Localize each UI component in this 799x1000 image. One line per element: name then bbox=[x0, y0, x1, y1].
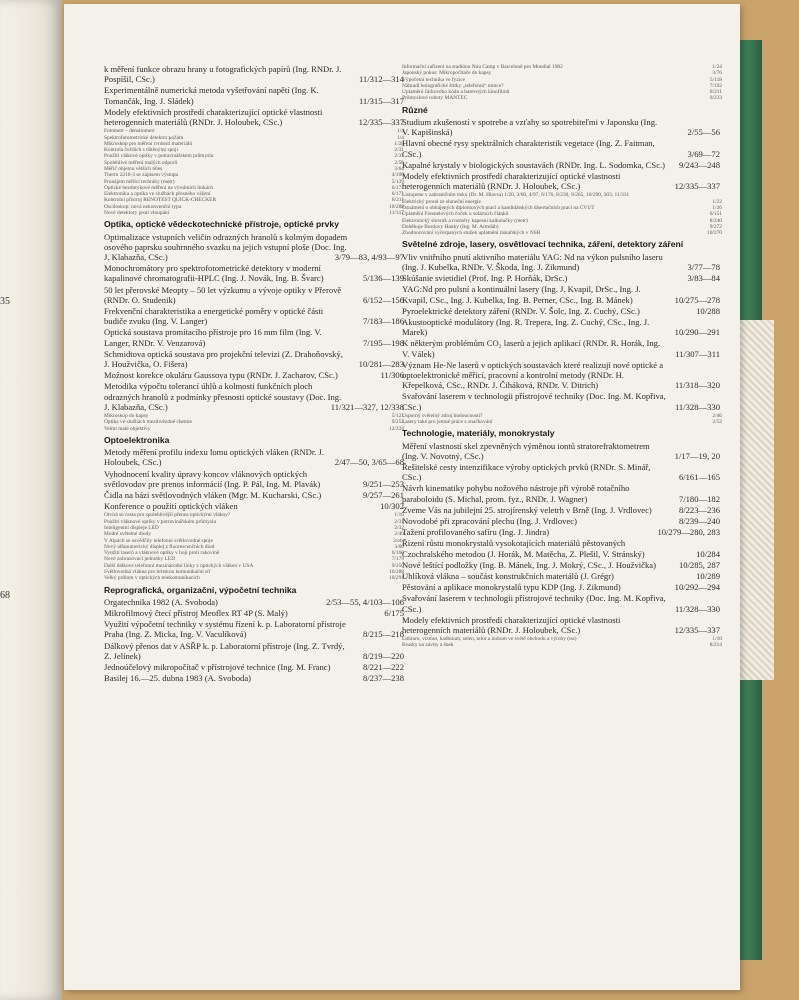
entry-pages: 2/55—56 bbox=[687, 127, 720, 138]
entry-title: Inteligentní displeje LED bbox=[104, 524, 159, 531]
entry-pages: 2/56 bbox=[394, 159, 404, 166]
index-entry bbox=[104, 608, 404, 618]
entry-title: 50 let přerovské Meopty – 50 let výzkumu a vývoje optiky v Přerově (RNDr. O. Studenik) bbox=[104, 284, 342, 305]
entry-pages: 6/175 bbox=[384, 608, 404, 619]
entry-title: Návrh kinematiky pohybu nožového nástroje při výrobě rotačního paraboloidu (S. Michal, prom. fyz., RNDr. J. Wagner) bbox=[402, 483, 630, 504]
entry-title: Doběhuje Burdovy Hanky (Ing. M. Armdáb) bbox=[402, 223, 499, 230]
index-entry bbox=[402, 138, 722, 158]
section-heading: Optika, optické vědeckotechnické přístroje, optické prvky bbox=[104, 219, 339, 230]
entry-pages: 2/31 bbox=[394, 153, 404, 160]
entry-title: Použití vlákové optiky v potravinářském průmyslu bbox=[104, 153, 214, 160]
index-entry bbox=[402, 505, 722, 515]
index-entry bbox=[104, 597, 404, 607]
entry-title: Čidla na bázi světlovodných vláken (Mgr. M. Kucharski, CSc.) bbox=[104, 489, 322, 500]
index-entry bbox=[104, 263, 404, 283]
entry-title: Modely efektivních prostředí charakterizující optické vlastnosti heterogenních materiálů (RNDr. J. Holoubek, CSc.) bbox=[104, 106, 323, 128]
entry-title: Možnost korekce okuláru Gaussova typu (RNDr. J. Zacharov, CSc.) bbox=[104, 370, 338, 381]
entry-pages: 10/289 bbox=[696, 570, 720, 581]
entry-title: Kontrola čočdich s tištěnými spoji bbox=[104, 147, 178, 154]
index-entry bbox=[104, 64, 404, 84]
index-entry bbox=[402, 516, 722, 526]
entry-pages: 7/180—182 bbox=[678, 493, 720, 504]
entry-pages: 5/139 bbox=[391, 178, 404, 185]
index-entry bbox=[402, 571, 722, 581]
entry-title: Hlavní obecné rysy spektrálních charakteristik vegetace (Ing. Z. Faitman, CSc.) bbox=[402, 138, 655, 159]
entry-pages: 9/233 bbox=[709, 95, 722, 102]
entry-title: Mikroskop do kapsy bbox=[104, 413, 149, 420]
entry-pages: 6/171 bbox=[391, 184, 404, 191]
entry-title: Japonský pokus: Mikropočítače do kapsy bbox=[402, 70, 492, 77]
entry-title: Využití laserů a vláknové optiky v boji proti rakovině bbox=[104, 550, 220, 557]
entry-pages: 1/17—19, 20 bbox=[674, 450, 720, 461]
entry-pages: 9/251—253 bbox=[362, 478, 404, 489]
index-entry bbox=[402, 441, 722, 461]
index-entry bbox=[104, 490, 404, 500]
entry-pages: 10/288 bbox=[389, 569, 404, 576]
index-entry bbox=[104, 381, 404, 412]
entry-pages: 10/302 bbox=[380, 501, 404, 512]
entry-pages: 3/76 bbox=[712, 70, 722, 77]
entry-pages: 8/211 bbox=[709, 89, 722, 96]
entry-title: Kontrolní přístroj RENOTEST QUICK-CHECKER bbox=[104, 197, 217, 204]
entry-title: Mikroskop pro měření tvrdosti materiálů bbox=[104, 140, 193, 147]
entry-title: Náhradí holografické štítky „telefonní“ mince? bbox=[402, 82, 504, 89]
entry-pages: 1/16 bbox=[394, 512, 404, 519]
entry-pages: 1/28 bbox=[394, 140, 404, 147]
entry-title: Nový alfanumerický displej z fluorescenčních diod bbox=[104, 543, 215, 550]
entry-title: Elektrický proud ze sluneční energie bbox=[402, 198, 481, 205]
entry-pages: 10/291 bbox=[389, 575, 404, 582]
entry-title: Řešitelské cesty intenzifikace výroby optických prvků (RNDr. S. Minář, CSc.) bbox=[402, 461, 651, 483]
entry-pages: 8/239—240 bbox=[678, 515, 720, 526]
entry-title: Vyhodnocení kvality úpravy koncov vláknových optických světlovodov pre prenos informácií (Ing. P. Pál, Ing. M. Plavák) bbox=[104, 468, 321, 489]
entry-pages: 5/136—139 bbox=[362, 273, 404, 284]
entry-title: Nové zobrazovací jednotky LED bbox=[104, 556, 176, 563]
entry-pages: 12/335—337 bbox=[674, 181, 720, 192]
index-entry bbox=[402, 391, 722, 411]
entry-title: Mikrofilmový čtecí přístroj Meoflex RT 4P (S. Malý) bbox=[104, 608, 288, 619]
entry-pages: 2/53—55, 4/103—106 bbox=[326, 596, 404, 607]
entry-pages: 9/243—248 bbox=[678, 159, 720, 170]
entry-pages: 3/77—78 bbox=[687, 261, 720, 272]
entry-pages: 3/69—72 bbox=[687, 148, 720, 159]
index-entry bbox=[402, 538, 722, 558]
entry-title: Svařování laserem v technologii přístrojové techniky (Doc. Ing. M. Kopřiva, CSc.) bbox=[402, 391, 666, 412]
index-entry bbox=[402, 171, 722, 191]
entry-title: Metody měření profilu indexu lomu optických vláken (RNDr. J. Holoubek, CSc.) bbox=[104, 447, 325, 468]
entry-title: Orgatechnika 1982 (A. Svoboda) bbox=[104, 596, 218, 607]
margin-number: 68 bbox=[0, 590, 10, 601]
section-heading: Světelné zdroje, lasery, osvětlovací technika, záření, detektory záření bbox=[402, 239, 684, 250]
index-entry bbox=[402, 615, 722, 635]
entry-title: Otvírá se cesta pro spolehlivější přenos optickými vlákny? bbox=[104, 512, 231, 519]
entry-title: Modely efektivních prostředí charakterizující optické vlastnosti heterogenních materiálů (RNDr. J. Holoubek, CSc.) bbox=[402, 171, 621, 192]
entry-pages: 10/284 bbox=[696, 548, 720, 559]
entry-pages: 10/285, 287 bbox=[678, 559, 720, 570]
entry-title: Vliv vnitřního pnutí aktivního materiálu YAG: Nd na výkon pulsního laseru (Ing. J. Kubelka, RNDr. V. Škoda, Ing. J. Zikmund) bbox=[402, 251, 663, 272]
entry-pages: 3/83—84 bbox=[687, 273, 720, 284]
entry-pages: 11/328—330 bbox=[674, 401, 720, 412]
entry-pages: 1/22 bbox=[712, 198, 722, 205]
index-entry bbox=[104, 469, 404, 489]
entry-pages: 3/60 bbox=[394, 543, 404, 550]
entry-pages: 5/121 bbox=[391, 413, 404, 420]
entry-pages: 11/315—317 bbox=[358, 95, 404, 106]
entry-pages: 11/321—327, 12/338 bbox=[330, 401, 404, 412]
entry-title: Dálkový přenos dat v ASŘP k. p. Laboratorní přístroje (Ing. Z. Tvrdý, Z. Jelínek) bbox=[104, 640, 345, 661]
entry-title: Použití vláknové optiky v potravinářském průmyslu bbox=[104, 518, 217, 525]
entry-pages: 2/31 bbox=[394, 147, 404, 154]
entry-pages: 12/335—337 bbox=[358, 117, 404, 128]
entry-pages: 1/4 bbox=[397, 134, 404, 141]
index-note bbox=[104, 210, 404, 216]
entry-title: Basilej 16.—25. dubna 1983 (A. Svoboda) bbox=[104, 673, 252, 684]
entry-pages: 10/281—283 bbox=[358, 359, 404, 370]
entry-title: Akustooptické modulátory (Ing. R. Trepera, Ing. Z. Cuchý, CSc., Ing. J. Marek) bbox=[402, 316, 650, 338]
entry-pages: 10/270 bbox=[707, 230, 722, 237]
index-entry bbox=[402, 593, 722, 613]
entry-title: Spektrofotometrické detektor požáru bbox=[104, 134, 184, 141]
entry-title: Průmyslové roboty MANTEC bbox=[402, 95, 468, 102]
index-entry bbox=[402, 560, 722, 570]
entry-title: Metodika výpočtu tolerancí úhlů a kolmosti funkčních ploch odrazných hranolů z podmínky přesnosti optické soustavy (Doc. Ing. J. Klabazňa, CSc.) bbox=[104, 381, 342, 412]
entry-pages: 1/4 bbox=[397, 128, 404, 135]
entry-title: Uhlíková vlákna – součást konstrukčních materiálů (J. Grégr) bbox=[402, 570, 614, 581]
entry-pages: 1/24 bbox=[712, 64, 722, 70]
entry-pages: 8/211 bbox=[391, 197, 404, 204]
entry-pages: 6/171 bbox=[391, 191, 404, 198]
entry-pages: 10/279—280, 283 bbox=[657, 527, 720, 538]
entry-title: Úsporný světelný zdroj budoucnosti? bbox=[402, 412, 483, 419]
entry-title: Tažení profilovaného safíru (Ing. J. Jindra) bbox=[402, 527, 550, 538]
entry-pages: 8/214 bbox=[709, 642, 722, 649]
entry-title: Měření vlastností skel zpevněných výměnou iontů stratorefraktometrem (Ing. V. Novotný, CSc.) bbox=[402, 440, 650, 461]
entry-title: Brusky na závity a šnek bbox=[402, 642, 454, 649]
section-heading: Reprografická, organizační, výpočetní technika bbox=[104, 584, 297, 595]
entry-pages: 3/79—83, 4/93—97 bbox=[334, 251, 404, 262]
section-heading: Různé bbox=[402, 104, 428, 115]
margin-number: 35 bbox=[0, 296, 10, 307]
entry-title: Informační zařízení na stadiónu Nou Camp v Barceloně pro Mundial 1982 bbox=[402, 64, 563, 70]
entry-pages: 11/317 bbox=[389, 210, 404, 217]
entry-pages: 1/26 bbox=[712, 205, 722, 211]
facing-page-edge bbox=[0, 0, 62, 1000]
index-entry bbox=[402, 360, 722, 391]
entry-pages: 2/52 bbox=[712, 419, 722, 426]
entry-pages: 4/106 bbox=[391, 172, 404, 179]
entry-pages: 7/192 bbox=[709, 82, 722, 89]
entry-title: Měřič objemu větších těles bbox=[104, 166, 163, 172]
entry-pages: 6/152—156 bbox=[362, 294, 404, 305]
index-entry bbox=[402, 160, 722, 170]
entry-title: Elektronika a optika ve službách přesného vážení bbox=[104, 191, 211, 198]
entry-title: Další dálkové telefonní mezinárodní linky z optických vláken v USA bbox=[104, 562, 254, 569]
entry-pages: 7/195—198 bbox=[362, 337, 404, 348]
entry-title: Světlovodná vlákna pro britskou komunikační síť bbox=[104, 569, 211, 576]
entry-pages: 11/307—311 bbox=[675, 348, 720, 359]
entry-title: Nové detektory proti vloupání bbox=[104, 210, 170, 217]
entry-title: K některým problémům CO₂ laserů a jejich aplikací (RNDr. R. Horák, Ing. V. Válek) bbox=[402, 338, 661, 359]
entry-pages: 6/161—165 bbox=[678, 472, 720, 483]
entry-pages: 10/292—294 bbox=[674, 582, 720, 593]
entry-title: Využití výpočetní techniky v systému řízení k. p. Laboratorní přístroje Praha (Ing. Z. Micka, Ing. V. Vaculíková) bbox=[104, 619, 346, 640]
index-entry bbox=[402, 284, 722, 304]
index-entry bbox=[104, 673, 404, 683]
entry-pages: 12/334 bbox=[389, 425, 404, 432]
index-entry bbox=[402, 582, 722, 592]
entry-pages: 2/32 bbox=[394, 524, 404, 531]
entry-title: Elektronický slovník a rozměry kapesní kalkulačky (metr) bbox=[402, 217, 528, 224]
entry-title: Zveme Vás na jubilejní 25. strojírenský veletrh v Brně (Ing. J. Vrdlovec) bbox=[402, 504, 652, 515]
entry-pages: 8/219—220 bbox=[362, 650, 404, 661]
index-entry bbox=[104, 619, 404, 639]
entry-pages: 2/47—50, 3/65—68 bbox=[334, 457, 404, 468]
index-entry bbox=[104, 641, 404, 661]
entry-title: YAG:Nd pro pulsní a kontinuální lasery (Ing. J. Kvapil, DrSc., Ing. J. Kvapil, CSc., Ing. J. Kubelka, Ing. B. Perner, CSc., Ing. B. Mánek) bbox=[402, 284, 641, 305]
entry-pages: 7/179 bbox=[391, 556, 404, 563]
entry-title: Lithium, vizmut, kadmium, selen, telur a indium ve světě obchodu a výroby (tss) bbox=[402, 636, 577, 643]
index-note bbox=[402, 95, 722, 101]
entry-title: Kapalné krystaly v biologických soustavách (RNDr. Ing. L. Sodomka, CSc.) bbox=[402, 159, 666, 170]
entry-title: Řízení růstu monokrystalů vysokotajících materiálů pěstovaných Czochralského metodou (J. Horák, M. Matěcha, Z. Plešil, V. Stránský) bbox=[402, 538, 645, 559]
index-note bbox=[402, 230, 722, 236]
index-entry bbox=[104, 662, 404, 672]
right-column bbox=[402, 64, 722, 649]
entry-pages: 10/290—291 bbox=[674, 327, 720, 338]
entry-pages: 5/118 bbox=[709, 76, 722, 83]
entry-title: Uplatnění Fresnelových čoček u solárních článků bbox=[402, 211, 509, 218]
entry-title: Therm 2210-3 se zápisem výstupu bbox=[104, 172, 179, 179]
entry-pages: 2/ob. bbox=[393, 537, 404, 544]
entry-title: V Alpách se osvědčily telefonní světlovodné spoje bbox=[104, 537, 213, 544]
index-entry bbox=[104, 85, 404, 105]
entry-pages: 8/240 bbox=[709, 217, 722, 224]
entry-title: Pěstování a aplikace monokrystalů typu KDP (Ing. J. Zikmund) bbox=[402, 582, 621, 593]
index-entry bbox=[104, 349, 404, 369]
entry-pages: 9/257—261 bbox=[362, 489, 404, 500]
entry-title: Optimalizace vstupních veličin odrazných hranolů s kolmým dopadem osového paprsku souhrnného svazku na jejich vstupní ploše (Doc. Ing. J. Klabazňa, CSc.) bbox=[104, 231, 348, 262]
entry-title: Nové leštící podložky (Ing. B. Mánek, Ing. J. Mokrý, CSc., J. Houžvička) bbox=[402, 559, 656, 570]
entry-title: Monochromátory pro spektrofotometrické detektory v moderní kapalinové chromatografii-HPLC (Ing. J. Novák, Ing. B. Švarc) bbox=[104, 263, 324, 284]
entry-title: Výpočetní technika ve fyzice bbox=[402, 76, 466, 83]
entry-title: Pyroelektrické detektory záření (RNDr. V. Šolc, Ing. Z. Cuchý, CSc.) bbox=[402, 305, 640, 316]
entry-pages: 3/64 bbox=[394, 166, 404, 172]
entry-pages: 2/46 bbox=[712, 412, 722, 419]
entry-pages: 8/223—236 bbox=[678, 504, 720, 515]
entry-pages: 11/306 bbox=[380, 370, 404, 381]
entry-pages: 2/40 bbox=[394, 531, 404, 538]
index-page bbox=[64, 4, 740, 990]
entry-pages: 2/31 bbox=[394, 518, 404, 525]
entry-title: Optické bezdotykové měření na výrobních linkách bbox=[104, 184, 214, 191]
entry-pages: 6/151 bbox=[709, 211, 722, 218]
index-note bbox=[104, 575, 404, 581]
index-entry bbox=[402, 317, 722, 337]
entry-pages: 11/312—314 bbox=[358, 74, 404, 85]
entry-title: Frekvenční charakteristika a energetické poměry v optické části budiče zvuku (Ing. V. Langer) bbox=[104, 306, 324, 327]
index-entry bbox=[104, 232, 404, 263]
index-entry bbox=[104, 501, 404, 511]
entry-title: Modré světelné diody bbox=[104, 531, 152, 538]
entry-title: Uplatnění čárkového kódu a barevných kinofilmů bbox=[402, 89, 510, 96]
entry-pages: 10/288 bbox=[696, 305, 720, 316]
entry-pages: 12/335—337 bbox=[674, 624, 720, 635]
entry-title: Spolehlivé měření malých odporů bbox=[104, 159, 178, 166]
entry-title: Oznámení o obhájených diplomových prací a kandidátských disertačních prací na ČVUT bbox=[402, 205, 595, 211]
entry-pages: 11/318—320 bbox=[674, 380, 720, 391]
index-entry bbox=[104, 306, 404, 326]
entry-title: k měření funkce obrazu hrany u fotografických papírů (Ing. RNDr. J. Pospíšil, CSc.) bbox=[104, 64, 342, 85]
entry-pages: 10/275—278 bbox=[674, 294, 720, 305]
index-entry bbox=[104, 370, 404, 380]
entry-pages: 10/288 bbox=[389, 203, 404, 210]
index-entry bbox=[402, 527, 722, 537]
index-entry bbox=[104, 447, 404, 467]
entry-title: Osciloskop: nová nekonvenční typu bbox=[104, 203, 182, 210]
entry-pages: 8/237—238 bbox=[362, 673, 404, 684]
entry-title: Význam He-Ne laserů v optických soustavách které realizují nové optické a optoelektronické měřicí, pracovní a kontrolní metody (RNDr. H. Křepelková, CSc., RNDr. J. Čiháková, RNDr. V. Ditrich) bbox=[402, 359, 664, 391]
entry-title: Novodobé při zpracování plechu (Ing. J. Vrdlovec) bbox=[402, 515, 577, 526]
entry-title: Velmi malé objektivy bbox=[104, 425, 151, 432]
entry-title: Velký průlom v optických telekomunikacích bbox=[104, 575, 200, 582]
entry-title: Skúšanie svietidiel (Prof. Ing. P. Horňák, DrSc.) bbox=[402, 273, 568, 284]
entry-title: Konference o použití optických vláken bbox=[104, 501, 238, 512]
index-entry bbox=[104, 285, 404, 305]
entry-title: Optická soustava promítacího přístroje pro 16 mm film (Ing. V. Langer, RNDr. V. Venzarová) bbox=[104, 327, 322, 348]
entry-pages: 8/221—222 bbox=[362, 662, 404, 673]
entry-pages: 6/160 bbox=[391, 550, 404, 557]
index-note bbox=[402, 419, 722, 425]
index-entry bbox=[104, 107, 404, 127]
section-heading: Optoelektronika bbox=[104, 434, 170, 445]
index-note bbox=[402, 642, 722, 648]
entry-pages: 9/253 bbox=[391, 419, 404, 426]
entry-title: Modely efektivních prostředí charakterizující optické vlastnosti heterogenních materiálů (RNDr. J. Holoubek, CSc.) bbox=[402, 614, 621, 635]
entry-title: Lasery také pro jemné práce s značkování bbox=[402, 419, 493, 426]
entry-pages: 9/272 bbox=[709, 223, 722, 230]
index-note bbox=[104, 426, 404, 432]
entry-pages: 8/215—218 bbox=[362, 629, 404, 640]
index-entry bbox=[402, 117, 722, 137]
entry-title: Studium zkušeností v spotrebe a vzťahy so spotrebiteľmi v Japonsku (Ing. V. Kapišinská) bbox=[402, 116, 658, 138]
index-entry bbox=[402, 338, 722, 358]
entry-pages: 11/328—330 bbox=[674, 603, 720, 614]
index-entry bbox=[402, 306, 722, 316]
entry-title: Zhodnocování vyčerpaných stužek uplatnění tiskařských v NSR bbox=[402, 230, 541, 237]
entry-pages: 9/250 bbox=[391, 562, 404, 569]
entry-pages: 1/10 bbox=[712, 636, 722, 643]
entry-title: Jednoúčelový mikropočítač v přístrojové technice (Ing. M. Franc) bbox=[104, 662, 331, 673]
left-column bbox=[104, 64, 404, 684]
entry-title: Optika ve službách mezihvězdné chemie bbox=[104, 419, 193, 426]
index-entry bbox=[402, 462, 722, 482]
entry-title: Experimentálně numerická metoda vyšetřování napětí (Ing. K. Tomančák, Ing. J. Sládek) bbox=[104, 85, 319, 106]
endpaper-pattern bbox=[740, 320, 774, 680]
entry-title: Listujeme v zahraničním tisku (Dr. M. Hlavsa) 1/20, 3/60, 4/97, 6/176, 8/230, 9/265, 10/290, 303, 11/331 bbox=[402, 192, 630, 199]
index-entry bbox=[402, 273, 722, 283]
index-entry bbox=[402, 252, 722, 272]
index-entry bbox=[402, 483, 722, 503]
entry-title: Fotometr – densitometr bbox=[104, 128, 155, 135]
entry-pages: 7/183—186 bbox=[362, 316, 404, 327]
section-heading: Technologie, materiály, monokrystaly bbox=[402, 428, 555, 439]
entry-title: Pronájem měřicí techniky (metr) bbox=[104, 178, 175, 185]
index-entry bbox=[104, 327, 404, 347]
entry-title: Schmidtova optická soustava pro projekční televizi (Z. Drahoňovský, J. Houžvička, O. Fišera) bbox=[104, 348, 343, 370]
entry-title: Svařování laserem v technologii přístrojové techniky (Doc. Ing. M. Kopřiva, CSc.) bbox=[402, 593, 666, 614]
